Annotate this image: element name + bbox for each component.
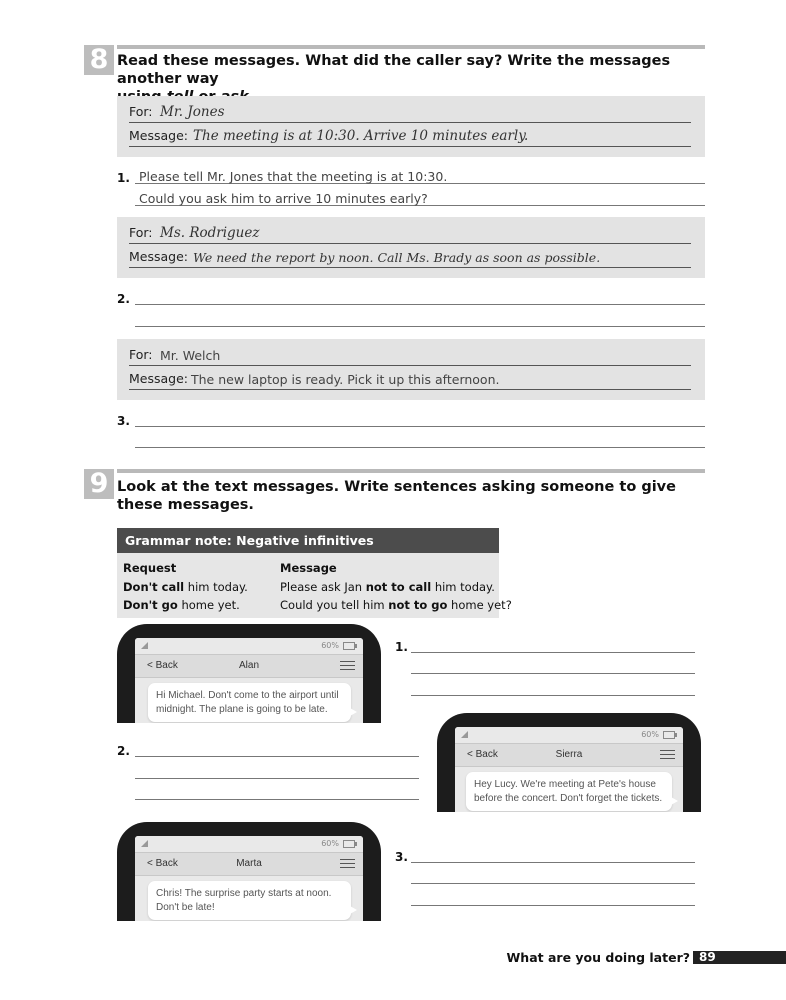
- phone-sierra: [437, 713, 701, 812]
- status-bar: [135, 836, 363, 852]
- back-button[interactable]: < Back: [467, 749, 498, 760]
- ex9-answer-2-line-1[interactable]: [135, 756, 419, 757]
- phone-screen: [135, 638, 363, 723]
- message-nav-bar: [135, 852, 363, 876]
- footer-page-bar: [693, 951, 786, 964]
- answer-3-line-2[interactable]: [135, 447, 705, 448]
- answer-1-text-2: Could you ask him to arrive 10 minutes early?: [139, 191, 428, 206]
- page-number: 89: [699, 950, 716, 964]
- message-note-3: [117, 339, 705, 400]
- phone-alan: [117, 624, 381, 723]
- grammar-row-1-message: [280, 580, 495, 594]
- grammar-row-1-message-post: him today.: [431, 580, 495, 594]
- note-message-value: The meeting is at 10:30. Arrive 10 minutes early.: [193, 128, 529, 144]
- exercise-9-rule: [117, 469, 705, 473]
- ex9-answer-1-number: 1.: [395, 640, 408, 654]
- battery-percent: 60%: [641, 730, 659, 739]
- answer-3-number: 3.: [117, 414, 130, 428]
- grammar-col-message-header: Message: [280, 561, 337, 575]
- grammar-row-1-message-pre: Please ask Jan: [280, 580, 366, 594]
- battery-icon: [343, 642, 355, 650]
- answer-1-text-1: Please tell Mr. Jones that the meeting is at 10:30.: [139, 169, 448, 184]
- answer-2-line-2[interactable]: [135, 326, 705, 327]
- note-for-label: For:: [129, 104, 153, 119]
- ex9-answer-1-line-2[interactable]: [411, 673, 695, 674]
- ex9-answer-3-line-3[interactable]: [411, 905, 695, 906]
- phone-marta: [117, 822, 381, 921]
- back-button[interactable]: < Back: [147, 858, 178, 869]
- grammar-row-2-request-rest: home yet.: [177, 598, 240, 612]
- note-message-label: Message:: [129, 371, 188, 386]
- note-message-value: The new laptop is ready. Pick it up this afternoon.: [191, 372, 500, 387]
- contact-name: Alan: [238, 660, 259, 671]
- grammar-row-2-message-post: home yet?: [447, 598, 512, 612]
- note-for-label: For:: [129, 225, 153, 240]
- grammar-row-2-request-bold: Don't go: [123, 598, 178, 612]
- status-bar: [455, 727, 683, 743]
- ex9-answer-3-number: 3.: [395, 850, 408, 864]
- grammar-col-request-header: Request: [123, 561, 177, 575]
- ex9-answer-2-line-2[interactable]: [135, 778, 419, 779]
- ex9-answer-1-line-3[interactable]: [411, 695, 695, 696]
- status-bar: [135, 638, 363, 654]
- note-3-message-row: [129, 367, 691, 390]
- exercise-8-rule: [117, 45, 705, 49]
- note-for-value: Mr. Jones: [160, 104, 225, 120]
- note-3-for-row: [129, 343, 691, 366]
- ex9-answer-2-number: 2.: [117, 744, 130, 758]
- note-2-for-row: [129, 221, 691, 244]
- signal-icon: [141, 840, 148, 847]
- exercise-9-title: [117, 478, 717, 514]
- back-button[interactable]: < Back: [147, 660, 178, 671]
- note-1-for-row: [129, 100, 691, 123]
- grammar-note-heading-text: Grammar note: Negative infinitives: [125, 533, 374, 548]
- message-note-1: [117, 96, 705, 157]
- exercise-9-title-line2: these messages.: [117, 497, 254, 513]
- grammar-row-1-request: [123, 580, 248, 594]
- grammar-note-heading: [117, 528, 499, 553]
- footer-title: What are you doing later?: [506, 950, 690, 965]
- menu-icon[interactable]: [340, 661, 355, 670]
- exercise-8-title-line1: Read these messages. What did the caller say? Write the messages another way: [117, 53, 671, 87]
- answer-2-number: 2.: [117, 292, 130, 306]
- message-note-2: [117, 217, 705, 278]
- grammar-row-2-message-bold: not to go: [388, 598, 448, 612]
- message-nav-bar: [135, 654, 363, 678]
- message-bubble: Hi Michael. Don't come to the airport until midnight. The plane is going to be late.: [148, 683, 351, 722]
- contact-name: Marta: [236, 858, 262, 869]
- answer-3-line-1[interactable]: [135, 426, 705, 427]
- signal-icon: [141, 642, 148, 649]
- note-message-label: Message:: [129, 128, 188, 143]
- grammar-row-1-request-bold: Don't call: [123, 580, 185, 594]
- grammar-row-1-message-bold: not to call: [365, 580, 432, 594]
- note-message-value: We need the report by noon. Call Ms. Brady as soon as possible.: [193, 250, 601, 265]
- battery-icon: [343, 840, 355, 848]
- ex9-answer-2-line-3[interactable]: [135, 799, 419, 800]
- exercise-9-number: 9: [84, 469, 114, 499]
- answer-2-line-1[interactable]: [135, 304, 705, 305]
- exercise-9-title-line1: Look at the text messages. Write sentences asking someone to give: [117, 479, 676, 495]
- battery-percent: 60%: [321, 641, 339, 650]
- grammar-row-2-message: [280, 598, 512, 612]
- phone-screen: [135, 836, 363, 921]
- message-nav-bar: [455, 743, 683, 767]
- grammar-row-2-request: [123, 598, 240, 612]
- ex9-answer-3-line-2[interactable]: [411, 883, 695, 884]
- message-bubble: Chris! The surprise party starts at noon. Don't be late!: [148, 881, 351, 920]
- grammar-row-2-message-pre: Could you tell him: [280, 598, 389, 612]
- ex9-answer-3-line-1[interactable]: [411, 862, 695, 863]
- signal-icon: [461, 731, 468, 738]
- grammar-row-1-request-rest: him today.: [184, 580, 248, 594]
- answer-1-number: 1.: [117, 171, 130, 185]
- menu-icon[interactable]: [660, 750, 675, 759]
- contact-name: Sierra: [555, 749, 583, 760]
- menu-icon[interactable]: [340, 859, 355, 868]
- battery-percent: 60%: [321, 839, 339, 848]
- note-for-value: Mr. Welch: [160, 348, 221, 363]
- ex9-answer-1-line-1[interactable]: [411, 652, 695, 653]
- message-bubble: Hey Lucy. We're meeting at Pete's house before the concert. Don't forget the tickets.: [466, 772, 672, 811]
- phone-screen: [455, 727, 683, 812]
- note-2-message-row: [129, 245, 691, 268]
- grammar-note-box: [117, 528, 512, 618]
- note-for-label: For:: [129, 347, 153, 362]
- note-message-label: Message:: [129, 249, 188, 264]
- exercise-8-number: 8: [84, 45, 114, 75]
- note-for-value: Ms. Rodriguez: [160, 225, 260, 241]
- battery-icon: [663, 731, 675, 739]
- note-1-message-row: [129, 124, 691, 147]
